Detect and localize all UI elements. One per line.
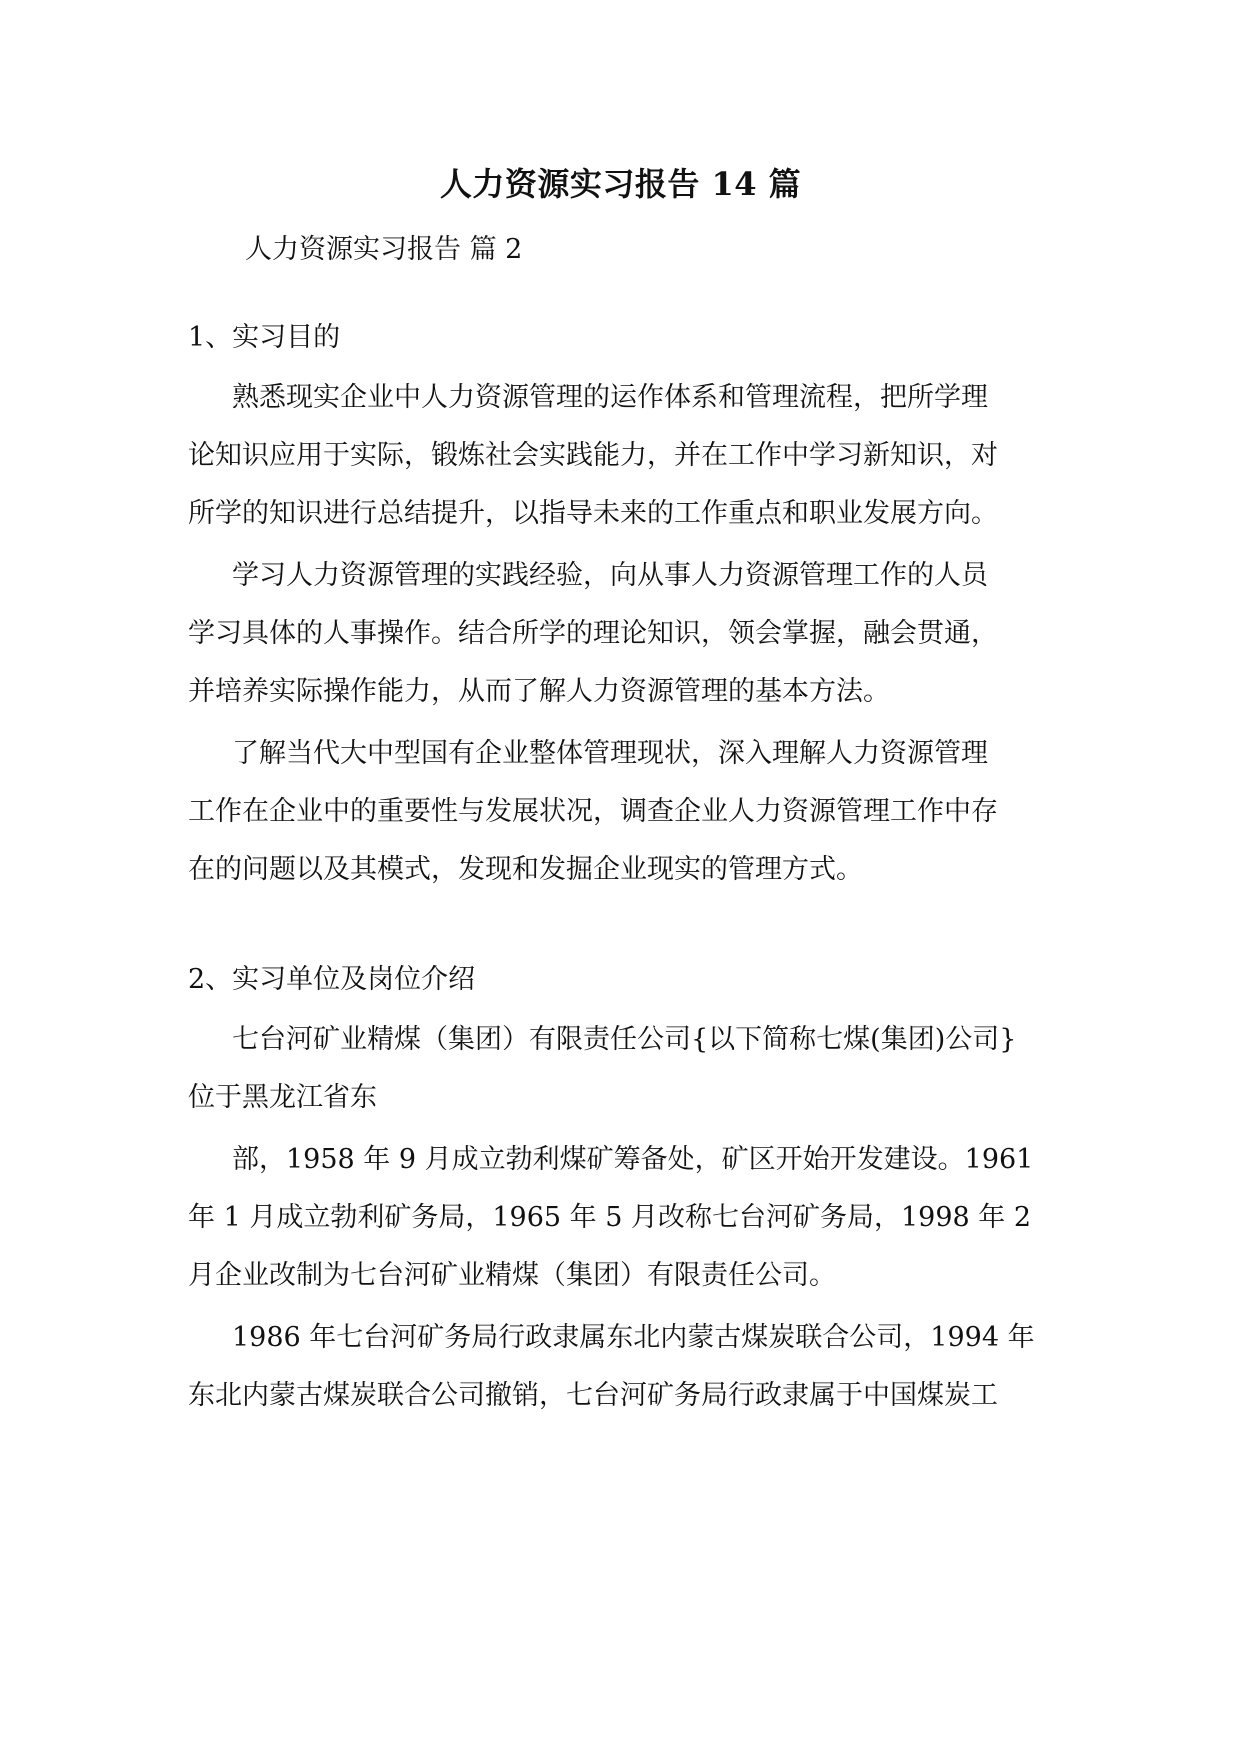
section1-line: 并培养实际操作能力，从而了解人力资源管理的基本方法。 bbox=[188, 676, 890, 707]
section2-line: 部，1958 年 9 月成立勃利煤矿筹备处，矿区开始开发建设。1961 bbox=[232, 1144, 1034, 1175]
section1-line: 熟悉现实企业中人力资源管理的运作体系和管理流程，把所学理 bbox=[232, 382, 988, 413]
section2-line: 月企业改制为七台河矿业精煤（集团）有限责任公司。 bbox=[188, 1260, 836, 1291]
section1-line: 了解当代大中型国有企业整体管理现状，深入理解人力资源管理 bbox=[232, 738, 988, 769]
section2-line: 位于黑龙江省东 bbox=[188, 1082, 377, 1113]
section1-heading: 1、实习目的 bbox=[188, 322, 341, 353]
section1-line: 学习具体的人事操作。结合所学的理论知识，领会掌握，融会贯通， bbox=[188, 618, 998, 649]
section2-heading: 2、实习单位及岗位介绍 bbox=[188, 964, 476, 995]
section2-line: 东北内蒙古煤炭联合公司撤销，七台河矿务局行政隶属于中国煤炭工 bbox=[188, 1380, 998, 1411]
section2-line: 1986 年七台河矿务局行政隶属东北内蒙古煤炭联合公司，1994 年 bbox=[232, 1322, 1035, 1353]
section2-line: 七台河矿业精煤（集团）有限责任公司{以下简称七煤(集团)公司} bbox=[232, 1024, 1017, 1055]
section2-line: 年 1 月成立勃利矿务局，1965 年 5 月改称七台河矿务局，1998 年 2 bbox=[188, 1202, 1032, 1233]
section1-line: 在的问题以及其模式，发现和发掘企业现实的管理方式。 bbox=[188, 854, 863, 885]
document-title: 人力资源实习报告 14 篇 bbox=[439, 165, 802, 203]
section1-line: 论知识应用于实际，锻炼社会实践能力，并在工作中学习新知识，对 bbox=[188, 440, 998, 471]
document-subtitle: 人力资源实习报告 篇 2 bbox=[245, 234, 523, 265]
section1-line: 工作在企业中的重要性与发展状况，调查企业人力资源管理工作中存 bbox=[188, 796, 998, 827]
section1-line: 学习人力资源管理的实践经验，向从事人力资源管理工作的人员 bbox=[232, 560, 988, 591]
section1-line: 所学的知识进行总结提升，以指导未来的工作重点和职业发展方向。 bbox=[188, 498, 998, 529]
